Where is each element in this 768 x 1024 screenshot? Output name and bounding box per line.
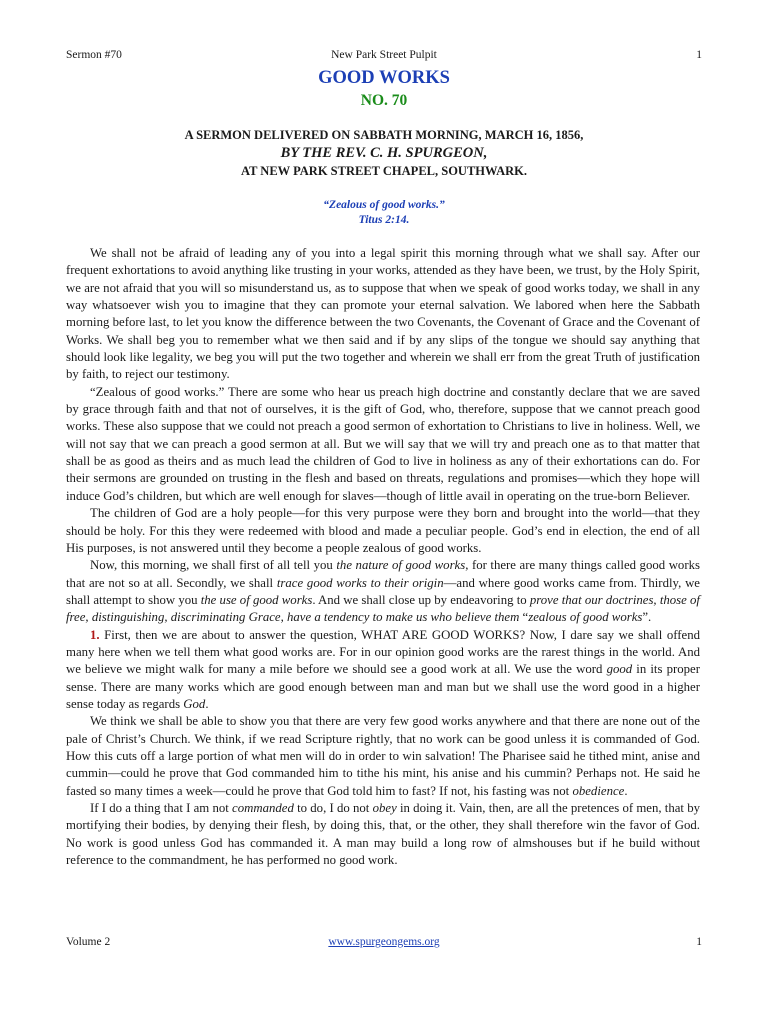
paragraph-text: . And we shall close up by endeavoring to — [312, 592, 530, 607]
emphasis-text: obey — [372, 801, 397, 815]
preacher-line: BY THE REV. C. H. SPURGEON, — [280, 145, 488, 161]
paragraph-text: in its proper sense. There are many works which are good enough between man and man but we shall use the word good in a higher sense today as regards — [66, 662, 700, 711]
paragraph-text: First, then we are about to answer the question, WHAT ARE GOOD WORKS? Now, I dare say we shall offend many here when we tell them what good works are. For in our opinion good works are the rarest things in the world. And we believe we might walk for many a mile before we should see a good work at all. We use the word — [66, 627, 700, 677]
location-line: AT NEW PARK STREET CHAPEL, SOUTHWARK. — [240, 164, 528, 178]
emphasis-text: the use of good works — [200, 592, 313, 607]
page-number-header: 1 — [696, 49, 702, 61]
paragraph-text: We think we shall be able to show you that there are very few good works anywhere and that there are none out of the pale of Christ’s Church. We think, if we read Scripture rightly, that no work can be good unless it is commanded of God. How this cuts off a large portion of what men will do in order to win salvation! The Pharisee said he tithed mint, anise and cummin—could he prove that God commanded him to tithe his mint, his anise and his cummin? Perhaps not. He said he fasted so many times a week—could he prove that God told him to fast? If not, his fasting was not — [66, 714, 700, 798]
paragraph-text: “ — [519, 610, 529, 625]
epigraph — [66, 198, 702, 228]
emphasis-text: trace good works to their origin — [276, 575, 444, 590]
emphasis-text: the nature of good works — [336, 558, 466, 573]
volume-footer: Volume 2 — [66, 936, 111, 948]
paragraph-text: —and where good works came from. Thirdly, we shall attempt to show you — [66, 575, 700, 607]
running-footer — [66, 934, 702, 950]
sermon-number-header: Sermon #70 — [66, 49, 122, 61]
paragraph-text: If I do a thing that I am not — [90, 801, 233, 815]
body-paragraph — [66, 557, 700, 626]
emphasis-text: zealous of good works — [528, 610, 643, 625]
paragraph-text: ”. — [642, 610, 652, 625]
epigraph-text: “Zealous of good works.” — [323, 199, 445, 211]
body-paragraph — [66, 713, 700, 800]
paragraph-text: . — [205, 696, 209, 711]
emphasis-text: good — [606, 662, 633, 677]
emphasis-text: obedience — [572, 783, 625, 798]
delivery-line: A SERMON DELIVERED ON SABBATH MORNING, MARCH 16, 1856, — [184, 128, 584, 142]
sermon-body — [66, 245, 700, 869]
paragraph-text: “Zealous of good works.” There are some who hear us preach high doctrine and constantly declare that we are saved by grace through faith and that not of ourselves, it is the gift of God, who, therefore, suppose that we cannot preach good works. These also suppose that we could not preach a good sermon of exhortation to Christians to live in holiness. Well, we will not say that we can preach a good sermon at all. But we will say that we will try and preach one as to that matter that shall be as good as theirs and as much lead the children of God to live in holiness as any of their exhortations can do. For their sermons are grounded on trusting in the flesh and based on threats, regulations and promises—which they hope will induce God’s children, but which are well enough for slaves—though of little avail in operating on the true-born Believer. — [66, 384, 700, 503]
website-link[interactable]: www.spurgeongems.org — [328, 936, 440, 948]
paragraph-text: The children of God are a holy people—for this very purpose were they born and brought into the world—that they should be holy. For this they were redeemed with blood and made a peculiar people. God’s end in election, the end of all His purposes, is not answered until they become a people zealous of good works. — [66, 506, 700, 555]
body-paragraph — [66, 627, 700, 714]
paragraph-text: We shall not be afraid of leading any of you into a legal spirit this morning through what we shall say. After our frequent exhortations to avoid anything like trusting in your works, attended as they have been, we trust, by the Holy Spirit, we are not afraid that you will so misunderstand us, as to suppose that when we speak of good works today, we shall in any way whatsoever wish you to imagine that they can promote your eternal salvation. We labored when here the Sabbath morning before last, to let you know the difference between the two Covenants, the Covenant of Grace and the Covenant of Works. We shall beg you to remember what we then said and if by any slips of the tongue we should say anything that should look like legality, we beg you will put the two together and wherein we shall err from the great Truth of justification by faith, to reject our testimony. — [66, 246, 700, 382]
paragraph-text: , for there are many things called good works that are not so at all. Secondly, we shall — [66, 558, 700, 590]
paragraph-text: in doing it. Vain, then, are all the pretences of men, that by mortifying their bodies, by denying their flesh, by doing this, that, or the other, they shall therefore win the favor of God. No work is good unless God has commanded it. A man may build a long row of almshouses but if he build without reference to the commandment, he has performed no good work. — [66, 801, 700, 868]
footer-link-wrap — [66, 934, 702, 950]
title-block — [66, 66, 702, 228]
paragraph-text: Now, this morning, we shall first of all tell you — [90, 558, 337, 573]
body-paragraph — [66, 505, 700, 557]
paragraph-text: . — [624, 783, 628, 798]
body-paragraph — [66, 800, 700, 869]
body-paragraph — [66, 384, 700, 505]
sermon-number: NO. 70 — [360, 92, 408, 109]
emphasis-text: commanded — [232, 801, 294, 815]
paragraph-text: to do, I do not — [293, 801, 373, 815]
epigraph-reference: Titus 2:14. — [358, 214, 410, 226]
section-number: 1. — [90, 627, 100, 642]
body-paragraph — [66, 245, 700, 384]
sermon-title: GOOD WORKS — [318, 68, 450, 88]
emphasis-text: God — [183, 696, 206, 711]
emphasis-text: prove that our doctrines, those of free, distinguishing, discriminating Grace, have a tendency to make us who believe them — [66, 592, 700, 625]
running-header — [66, 47, 702, 63]
page-number-footer: 1 — [696, 936, 702, 948]
publication-title-header: New Park Street Pulpit — [331, 49, 437, 61]
